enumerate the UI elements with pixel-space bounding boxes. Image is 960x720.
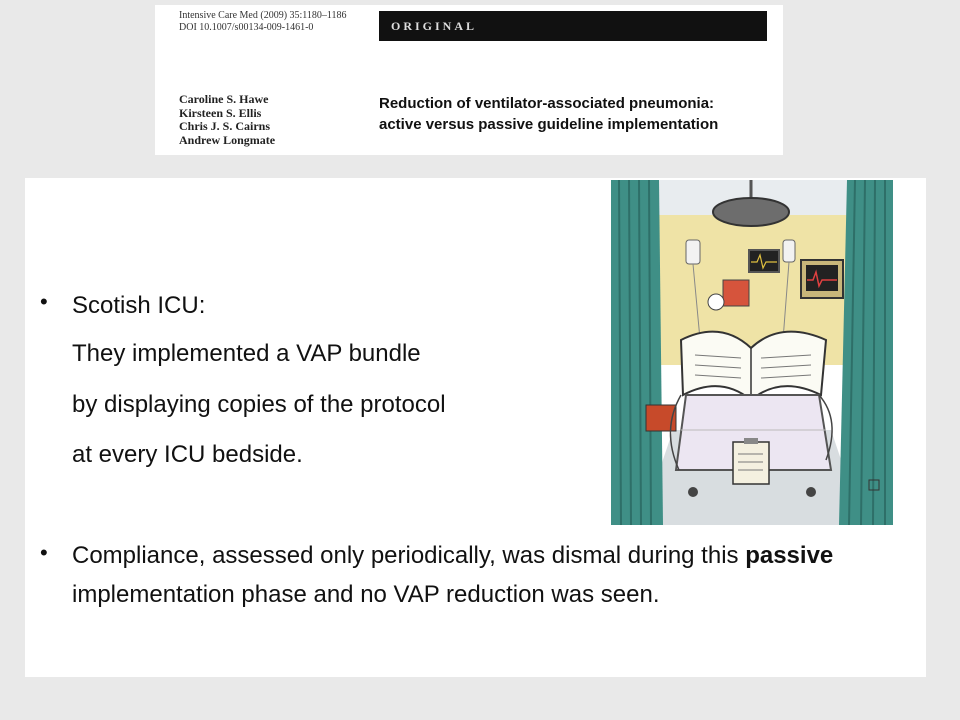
icu-bedside-illustration	[611, 180, 893, 525]
wheel	[806, 487, 816, 497]
compliance-paragraph	[72, 536, 912, 614]
emphasis-word: passive	[745, 542, 834, 569]
doi-line: DOI 10.1007/s00134-009-1461-0	[179, 22, 314, 33]
bullet-heading: Scotish ICU:	[72, 292, 206, 319]
author-name: Kirsteen S. Ellis	[179, 105, 262, 120]
clipboard	[733, 442, 769, 484]
paragraph-text: Compliance, assessed only periodically, was dismal during this	[72, 542, 746, 569]
wheel	[688, 487, 698, 497]
author-name: Andrew Longmate	[179, 132, 276, 147]
wall-chart	[723, 280, 749, 306]
bullet-marker: •	[40, 289, 48, 314]
paper-header-image	[155, 5, 783, 155]
author-name: Caroline S. Hawe	[179, 92, 269, 106]
bullet-marker: •	[40, 540, 48, 565]
wall-monitor	[749, 250, 779, 272]
bullet-line: at every ICU bedside.	[72, 441, 303, 468]
iv-bag	[783, 240, 795, 262]
paper-title-line: active versus passive guideline implementation	[379, 116, 719, 133]
iv-bag	[686, 240, 700, 264]
journal-line: Intensive Care Med (2009) 35:1180–1186	[179, 10, 347, 21]
author-name: Chris J. S. Cairns	[179, 119, 271, 133]
section-bar	[379, 11, 767, 41]
paragraph-text: implementation phase and no VAP reduction was seen.	[72, 581, 660, 608]
bullet-line: by displaying copies of the protocol	[72, 391, 446, 418]
paper-title	[379, 93, 774, 135]
section-label: ORIGINAL	[391, 19, 478, 33]
clock	[708, 294, 724, 310]
author-list	[179, 93, 275, 147]
paper-meta	[179, 10, 347, 34]
lamp-head	[713, 198, 789, 226]
bullet-line: They implemented a VAP bundle	[72, 340, 421, 367]
paper-title-line: Reduction of ventilator-associated pneumonia:	[379, 95, 715, 112]
